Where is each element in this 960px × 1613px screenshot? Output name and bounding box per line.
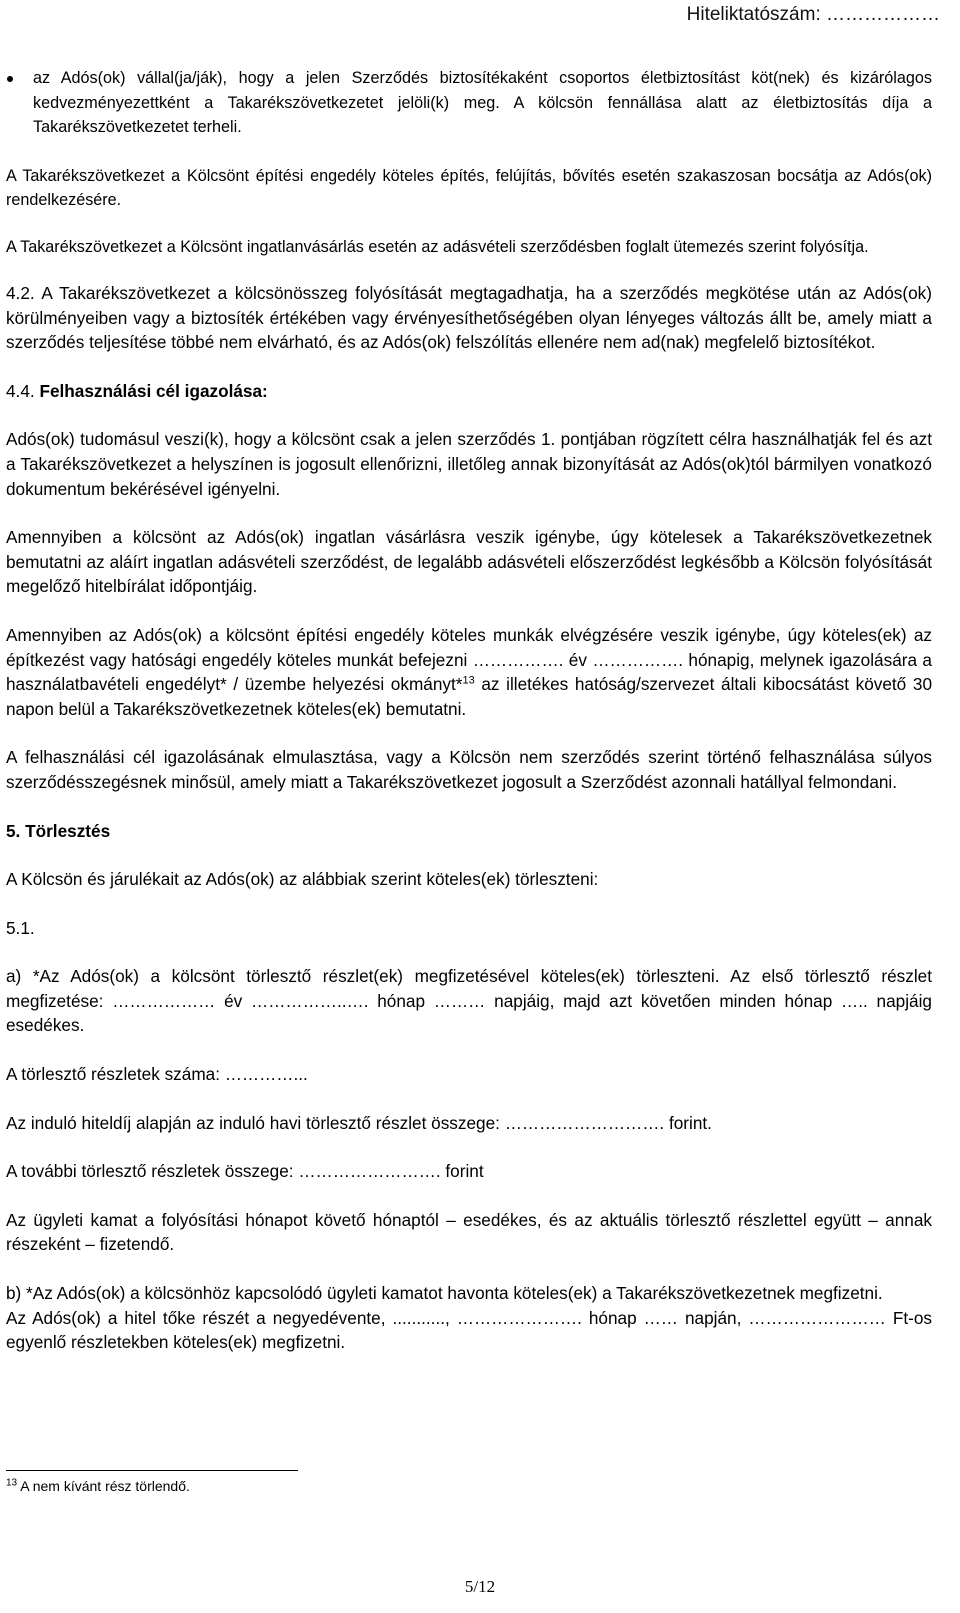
footnote-reference: 13	[462, 674, 475, 687]
para-4-4-construction-proof	[6, 623, 932, 721]
page-number: 5/12	[464, 1577, 496, 1596]
para-5-1-b-principal: Az Adós(ok) a hitel tőke részét a negyedévente, ..........., …………………. hónap …… napján, …………………… Ft-os egyenlő részletekben köteles(ek) megfizetni.	[6, 1307, 932, 1353]
para-installments-count: A törlesztő részletek száma: …………...	[6, 1064, 308, 1085]
para-4-2-refusal: 4.2. A Takarékszövetkezet a kölcsönösszeg folyósítását megtagadhatja, ha a szerződés megkötése után az Adós(ok) körülményeiben vagy a biztosíték értékében vagy érvényesíthetőségében olyan lényeges változás állt be, amely miatt a szerződés teljesítése többé nem elvárható, és az Adós(ok) felszólítás ellenére nem ad(nak) megfelelő biztosítékot.	[6, 283, 932, 353]
document-body	[6, 66, 932, 1355]
para-5-1-a: a) *Az Adós(ok) a kölcsönt törlesztő részlet(ek) megfizetésével köteles(ek) törleszteni. Az első törlesztő részlet megfizetése: ……………… év ……………..…. hónap ……… napjáig, majd azt követően minden hónap ….. napjáig esedékes.	[6, 966, 932, 1036]
para-construction-disbursement: A Takarékszövetkezet a Kölcsönt építési engedély köteles építés, felújítás, bővítés esetén szakaszosan bocsátja az Adós(ok) rendelkezésére.	[6, 166, 932, 209]
para-purchase-disbursement: A Takarékszövetkezet a Kölcsönt ingatlanvásárlás esetén az adásvételi szerződésben foglalt ütemezés szerint folyósítja.	[6, 237, 869, 256]
para-5-1-b: b) *Az Adós(ok) a kölcsönhöz kapcsolódó ügyleti kamatot havonta köteles(ek) a Takarékszövetkezetnek megfizetni.	[6, 1283, 883, 1304]
bullet-dot-icon	[7, 76, 13, 82]
footnote-number: 13	[6, 1477, 18, 1489]
page-header: Hiteliktatószám: ………………	[686, 4, 940, 25]
bullet-text: az Adós(ok) vállal(ja/ják), hogy a jelen Szerződés biztosítékaként csoportos életbiztosítást köt(nek) és kizárólagos kedvezményezettként a Takarékszövetkezetet jelöli(k) meg. A kölcsön fennállása alatt az életbiztosítás díja a Takarékszövetkezetet terheli.	[33, 69, 932, 136]
para-5-intro: A Kölcsön és járulékait az Adós(ok) az alábbiak szerint köteles(ek) törleszteni:	[6, 869, 599, 890]
footnote-text: A nem kívánt rész törlendő.	[17, 1478, 190, 1494]
footnote-divider	[6, 1470, 298, 1471]
footnote	[6, 1477, 190, 1495]
section-4-4-number: 4.4.	[6, 380, 35, 401]
para-initial-installment: Az induló hiteldíj alapján az induló havi törlesztő részlet összege: ………………………. forint.	[6, 1112, 712, 1133]
section-5-heading: 5. Törlesztés	[6, 820, 111, 841]
para-4-4-breach: A felhasználási cél igazolásának elmulasztása, vagy a Kölcsön nem szerződés szerint történő felhasználása súlyos szerződésszegésnek minősül, amely miatt a Takarékszövetkezet jogosult a Szerződést azonnali hatállyal felmondani.	[6, 747, 932, 792]
para-4-4-purchase-proof: Amennyiben a kölcsönt az Adós(ok) ingatlan vásárlásra veszik igénybe, úgy kötelesek a Takarékszövetkezetnek bemutatni az aláírt ingatlan adásvételi szerződést, de legalább adásvételi előszerződést legkésőbb a Kölcsön folyósítását megelőző hitelbírálat időpontjáig.	[6, 527, 932, 597]
para-interest: Az ügyleti kamat a folyósítási hónapot követő hónaptól – esedékes, és az aktuális törlesztő részlettel együtt – annak részeként – fizetendő.	[6, 1209, 932, 1255]
para-further-installments: A további törlesztő részletek összege: ……………………. forint	[6, 1161, 484, 1182]
para-4-4-c-text-2: az illetékes hatóság/szervezet általi kibocsátást követő 30 napon belül a Takarékszövetkezetnek köteles(ek) bemutatni.	[6, 674, 933, 719]
bullet-life-insurance	[6, 66, 932, 140]
para-5-1-number: 5.1.	[6, 917, 35, 938]
section-4-4-heading	[6, 379, 932, 404]
para-4-4-c-text-1: Amennyiben az Adós(ok) a kölcsönt építési engedély köteles munkák elvégzésére veszik igénybe, úgy köteles(ek) az építkezést vagy hatósági engedély köteles munkát befejezni ……………. év ……………. hónapig, melynek igazolására a használatbavételi engedélyt* / üzembe helyezési okmányt*	[6, 624, 932, 695]
section-4-4-title: Felhasználási cél igazolása:	[39, 380, 268, 401]
para-4-4-purpose: Adós(ok) tudomásul veszi(k), hogy a kölcsönt csak a jelen szerződés 1. pontjában rögzített célra használhatják fel és azt a Takarékszövetkezet a helyszínen is jogosult ellenőrizni, illetőleg annak bizonyítását az Adós(ok)tól bármilyen vonatkozó dokumentum bekérésével igényelni.	[6, 429, 932, 499]
